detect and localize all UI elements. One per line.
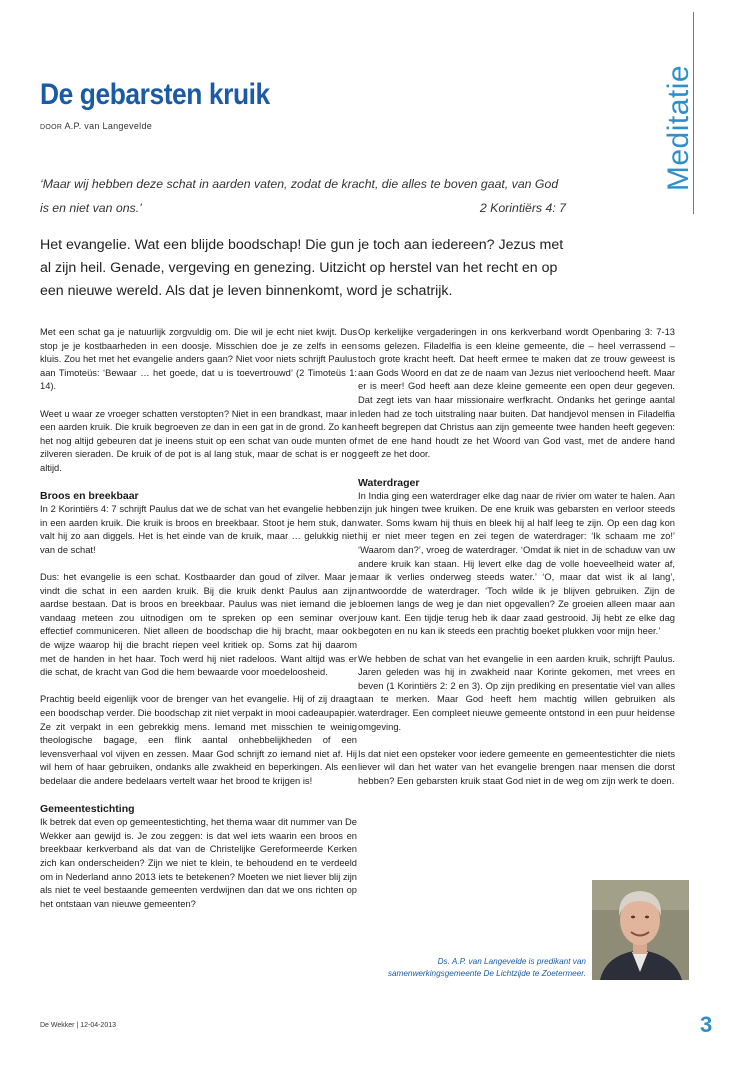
page-number: 3: [700, 1012, 713, 1037]
left-column: [40, 326, 357, 925]
quote-reference: 2 Korintiërs 4: 7: [479, 201, 566, 215]
caption-line: Ds. A.P. van Langevelde is predikant van: [437, 957, 586, 966]
paragraph: Dus: het evangelie is een schat. Kostbaarder dan goud of zilver. Maar je vindt die schat in een aarden kruik. Bij die kruik denkt Paulus aan zijn aardse bestaan. Dat is broos en breekbaar. Paulus was niet iemand die je vandaag meteen zou uitnodigen om te spreken op een seminar over effectief communiceren. Niet alleen de boodschap die hij bracht, maar ook de wijze waarop hij die bracht riepen veel kritiek op. Soms zat hij daarom met de handen in het haar. Toch werd hij niet radeloos. Want altijd was er die schat, de kracht van God die hem bewaarde voor moedeloosheid.: [40, 572, 357, 678]
byline: [40, 121, 152, 131]
paragraph: Is dat niet een opsteker voor iedere gemeente en gemeentestichter die niets liever wil dan het water van het evangelie brengen naar mensen die dorst hebben? Een gebarsten kruik staat God niet in de weg om zijn werk te doen.: [358, 748, 675, 786]
footer-publication: De Wekker | 12-04-2013: [40, 1022, 117, 1029]
photo-caption: [358, 956, 586, 979]
intro-paragraph: Het evangelie. Wat een blijde boodschap! Die gun je toch aan iedereen? Jezus met al zijn heil. Genade, vergeving en genezing. Uitzicht op herstel van het recht en op een nieuwe wereld. Als dat je leven binnenkomt, word je schatrijk.: [40, 237, 564, 299]
paragraph: Met een schat ga je natuurlijk zorgvuldig om. Die wil je echt niet kwijt. Dus stop je je kostbaarheden in een doosje. Misschien doe je ze zelfs in een kluis. Zou het met het evangelie anders gaan? Niet voor niets schrijft Paulus aan Timoteüs: ‘Bewaar … het goede, dat u is toevertrouwd’ (2 Timoteüs 1: 14).: [40, 327, 357, 392]
paragraph: In 2 Korintiërs 4: 7 schrijft Paulus dat we de schat van het evangelie hebben in een aarden kruik. Die kruik is broos en breekbaar. Stoot je hem stuk, dan valt hij zo aan diggels. Het is het einde van de kruik, maar … gelukkig niet van de schat!: [40, 504, 357, 555]
paragraph: Ik betrek dat even op gemeentestichting, het thema waar dit nummer van De Wekker aan gewijd is. Je zou zeggen: is dat wel iets waarin een broos en breekbaar kerkverband als dat van de Christelijke Gereformeerde Kerken zich kan onderscheiden? Zijn we niet te klein, te behoudend en te verdeeld om in Nederland anno 2013 iets te betekenen? Moeten we niet liever blij zijn als niet te veel bestaande gemeenten verdwijnen dan dat we ons richten op het ontstaan van nieuwe gemeenten?: [40, 817, 357, 909]
section-heading-broos: Broos en breekbaar: [40, 490, 139, 503]
byline-author: A.P. van Langevelde: [64, 121, 153, 131]
quote-text: ‘Maar wij hebben deze schat in aarden vaten, zodat de kracht, die alles te boven gaat, van God is en niet van ons.’: [40, 177, 559, 215]
author-portrait-image: [592, 880, 689, 980]
paragraph: Op kerkelijke vergaderingen in ons kerkverband wordt Openbaring 3: 7-13 soms gelezen. Filadelfia is een kleine gemeente, die – heel verrassend – toch grote kracht heeft. Dat heeft ermee te maken dat ze trouw geweest is aan Gods Woord en dat ze de naam van Jezus niet verloochend heeft. Maar er is meer! God heeft aan deze kleine gemeente een open deur gegeven. Dat zegt iets van haar missionaire werfkracht. Ondanks het geringe aantal leden had ze toch uitstraling naar buiten. Dat handjevol mensen in Filadelfia heeft begrepen dat Christus aan zijn gemeente twee handen heeft gegeven: met de ene hand houdt ze het Woord van God vast, met de andere hand geeft ze het door.: [358, 327, 675, 460]
section-heading-gemeentestichting: Gemeentestichting: [40, 803, 135, 816]
byline-prefix: DOOR: [40, 124, 63, 131]
bible-quote: [40, 172, 566, 220]
right-column: [358, 326, 675, 802]
caption-line: samenwerkingsgemeente De Lichtzijde te Zoetermeer.: [387, 968, 586, 978]
paragraph: We hebben de schat van het evangelie in een aarden kruik, schrijft Paulus. Jaren geleden was hij in zwakheid naar Korinte gekomen, met vrees en beven (1 Korintiërs 2: 2 en 3). Op zijn prediking en presentatie viel van alles aan te merken. Maar God heeft hem machtig willen gebruiken als waterdrager. Een compleet nieuwe gemeente ontstond in een puur heidense omgeving.: [358, 653, 675, 732]
paragraph: Prachtig beeld eigenlijk voor de brenger van het evangelie. Hij of zij draagt een boodschap verder. Die boodschap zit niet verpakt in mooi cadeaupapier. Ze zit verpakt in een gebrekkig mens. Iemand met misschien te weinig theologische bagage, een flink aantal onhebbelijkheden of een levensverhaal vol vijven en zessen. Maar God schrijft zo iemand niet af. Hij wil hem of haar gebruiken, ondanks alle zwakheid en beperkingen. Als een bedelaar die andere bedelaars vertelt waar het brood te krijgen is!: [40, 694, 357, 786]
paragraph: In India ging een waterdrager elke dag naar de rivier om water te halen. Aan zijn juk hingen twee kruiken. De ene kruik was gebarsten en verloor steeds water. Soms kwam hij thuis en bleek hij al half leeg te zijn. Op een dag kon hij er niet meer tegen en zei tegen de waterdrager: ‘Ik schaam me zo!’ ‘Waarom dan?’, vroeg de waterdrager. ‘Omdat ik niet in de schaduw van uw andere kruik kan staan. Hij levert elke dag de volle hoeveelheid water af, maar ik verlies onderweg steeds water.’ ‘O, maar dat wist ik al lang’, antwoordde de waterdrager. ‘Toch wilde ik je blijven gebruiken. Zijn de bloemen langs de weg je dan niet opgevallen? Ze groeien alleen maar aan jouw kant. Een tijdje terug heb ik daar zaad gestrooid. Jij hebt ze elke dag begoten en nu kan ik steeds een prachtig boeket plukken voor mijn heer.’: [358, 490, 675, 637]
author-photo: [592, 880, 689, 980]
section-heading-waterdrager: Waterdrager: [358, 476, 420, 489]
paragraph: Weet u waar ze vroeger schatten verstopten? Niet in een brandkast, maar in een aarden kruik. Die kruik begroeven ze dan in een gat in de grond. Zo kan het nog altijd gebeuren dat je ineens stuit op een schat van oude munten of zilveren sieraden. De kruik of de pot is al lang stuk, maar de schat is er nog altijd.: [40, 408, 357, 473]
article-title: De gebarsten kruik: [40, 78, 270, 111]
section-label: Meditatie: [662, 64, 695, 192]
